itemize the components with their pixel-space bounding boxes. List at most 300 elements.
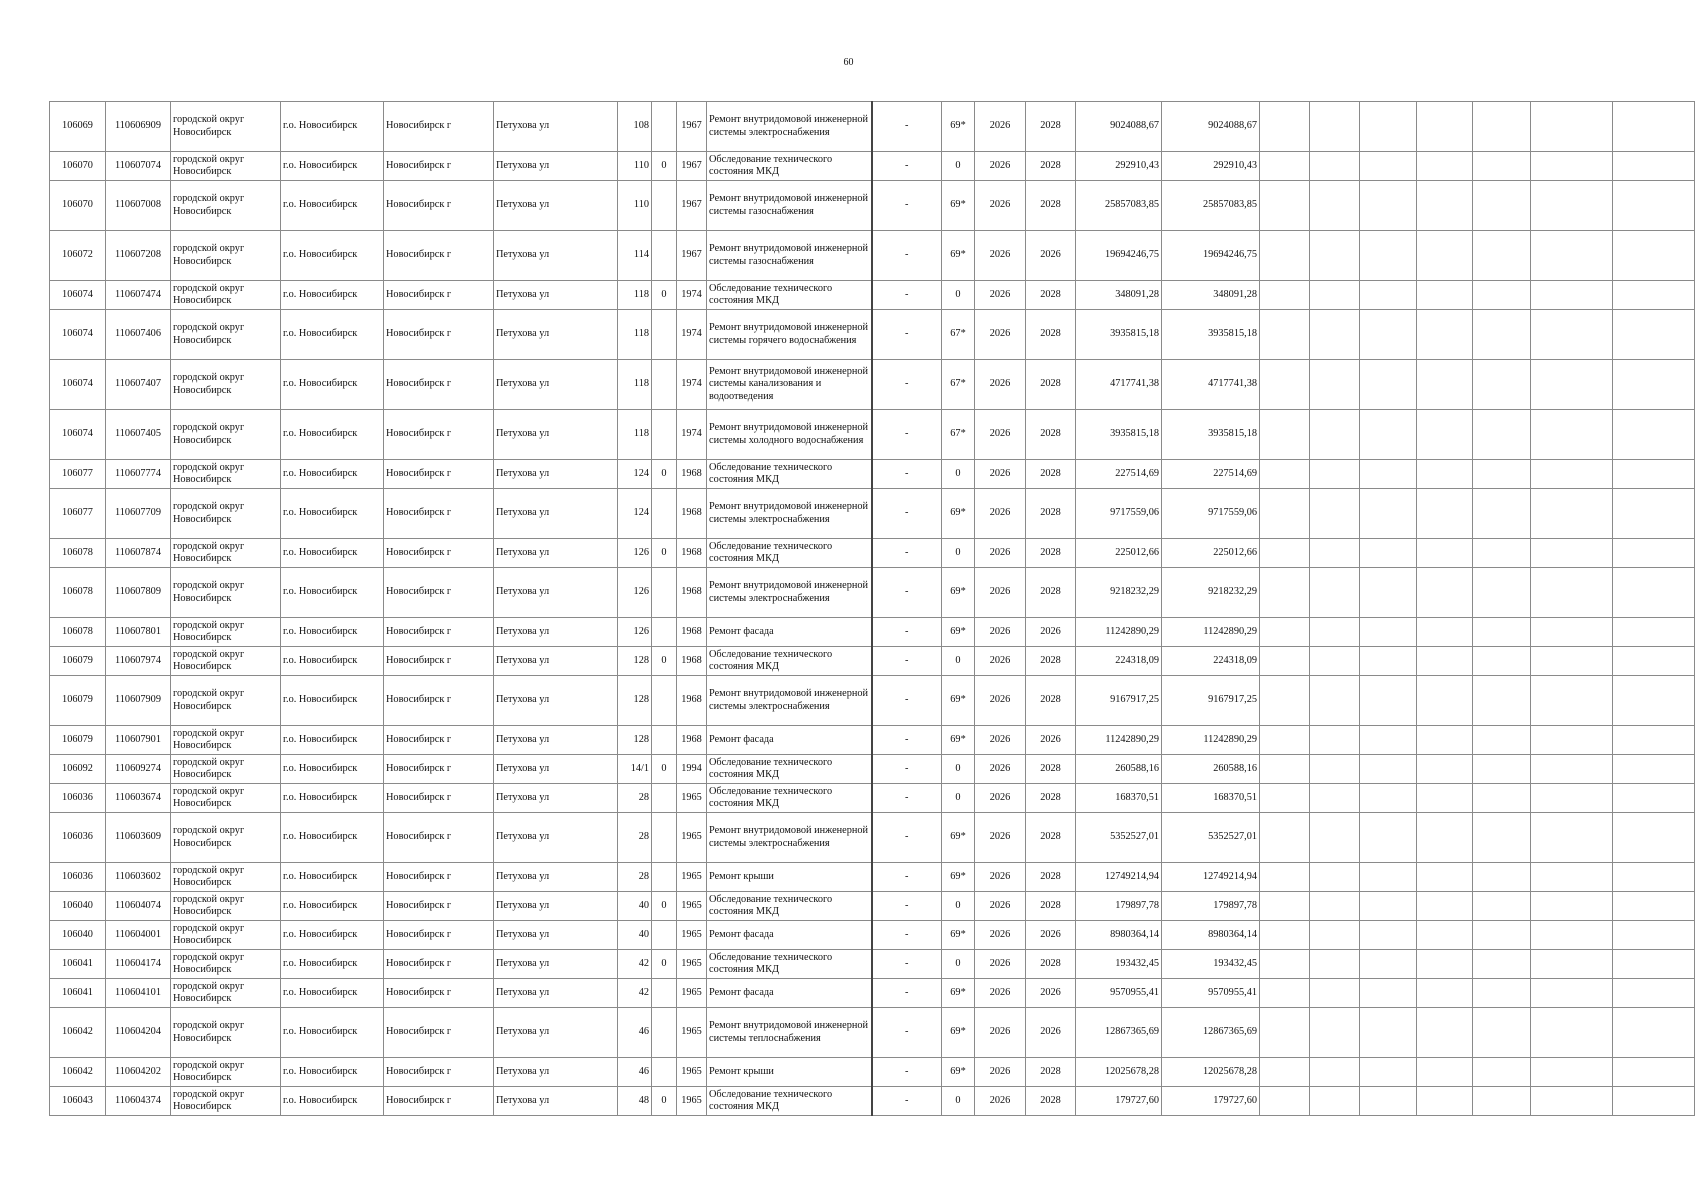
dash-cell: - — [872, 1008, 942, 1058]
corpus-cell: 0 — [652, 647, 677, 676]
build-year-cell: 1967 — [677, 152, 707, 181]
row-code-cell: 110609274 — [106, 755, 171, 784]
row-id-cell: 106070 — [50, 152, 106, 181]
table-row — [50, 950, 1695, 979]
year-to-cell: 2028 — [1026, 755, 1076, 784]
empty-cell — [1260, 181, 1310, 231]
table-row — [50, 489, 1695, 539]
empty-cell — [1310, 360, 1360, 410]
year-from-cell: 2026 — [975, 181, 1026, 231]
year-from-cell: 2026 — [975, 231, 1026, 281]
empty-cell — [1310, 1087, 1360, 1116]
empty-cell — [1473, 784, 1531, 813]
wear-cell: 69* — [942, 676, 975, 726]
street-cell: Петухова ул — [494, 647, 618, 676]
dash-cell: - — [872, 755, 942, 784]
year-to-cell: 2028 — [1026, 152, 1076, 181]
row-code-cell: 110607474 — [106, 281, 171, 310]
district-cell: г.о. Новосибирск — [281, 460, 384, 489]
corpus-cell — [652, 726, 677, 755]
table-row — [50, 618, 1695, 647]
work-type-cell: Ремонт внутридомовой инженерной системы электроснабжения — [707, 813, 872, 863]
dash-cell: - — [872, 460, 942, 489]
build-year-cell: 1968 — [677, 539, 707, 568]
build-year-cell: 1974 — [677, 360, 707, 410]
work-type-cell: Ремонт фасада — [707, 618, 872, 647]
street-cell: Петухова ул — [494, 360, 618, 410]
house-number-cell: 126 — [618, 618, 652, 647]
build-year-cell: 1965 — [677, 892, 707, 921]
dash-cell: - — [872, 231, 942, 281]
empty-cell — [1260, 921, 1310, 950]
city-cell: Новосибирск г — [384, 152, 494, 181]
table-row — [50, 281, 1695, 310]
row-id-cell: 106077 — [50, 460, 106, 489]
municipality-cell: городской округ Новосибирск — [171, 892, 281, 921]
cost-total-cell: 348091,28 — [1162, 281, 1260, 310]
cost-total-cell: 9570955,41 — [1162, 979, 1260, 1008]
cost-total-cell: 4717741,38 — [1162, 360, 1260, 410]
house-number-cell: 40 — [618, 921, 652, 950]
cost-total-cell: 9024088,67 — [1162, 102, 1260, 152]
year-from-cell: 2026 — [975, 892, 1026, 921]
wear-cell: 69* — [942, 979, 975, 1008]
empty-cell — [1360, 489, 1417, 539]
empty-cell — [1417, 784, 1473, 813]
empty-cell — [1613, 950, 1695, 979]
year-from-cell: 2026 — [975, 102, 1026, 152]
row-id-cell: 106092 — [50, 755, 106, 784]
municipality-cell: городской округ Новосибирск — [171, 755, 281, 784]
empty-cell — [1260, 568, 1310, 618]
work-type-cell: Обследование технического состояния МКД — [707, 281, 872, 310]
empty-cell — [1310, 181, 1360, 231]
year-from-cell: 2026 — [975, 784, 1026, 813]
cost-cell: 11242890,29 — [1076, 726, 1162, 755]
district-cell: г.о. Новосибирск — [281, 152, 384, 181]
empty-cell — [1613, 310, 1695, 360]
empty-cell — [1473, 647, 1531, 676]
year-from-cell: 2026 — [975, 647, 1026, 676]
year-from-cell: 2026 — [975, 950, 1026, 979]
district-cell: г.о. Новосибирск — [281, 921, 384, 950]
table-row — [50, 310, 1695, 360]
cost-cell: 11242890,29 — [1076, 618, 1162, 647]
year-from-cell: 2026 — [975, 618, 1026, 647]
work-type-cell: Ремонт внутридомовой инженерной системы электроснабжения — [707, 676, 872, 726]
city-cell: Новосибирск г — [384, 979, 494, 1008]
empty-cell — [1473, 863, 1531, 892]
street-cell: Петухова ул — [494, 460, 618, 489]
municipality-cell: городской округ Новосибирск — [171, 618, 281, 647]
empty-cell — [1310, 1058, 1360, 1087]
corpus-cell: 0 — [652, 460, 677, 489]
table-row — [50, 921, 1695, 950]
cost-total-cell: 5352527,01 — [1162, 813, 1260, 863]
build-year-cell: 1965 — [677, 1058, 707, 1087]
house-number-cell: 46 — [618, 1058, 652, 1087]
cost-cell: 179727,60 — [1076, 1087, 1162, 1116]
house-number-cell: 48 — [618, 1087, 652, 1116]
year-to-cell: 2028 — [1026, 950, 1076, 979]
row-id-cell: 106042 — [50, 1058, 106, 1087]
street-cell: Петухова ул — [494, 726, 618, 755]
empty-cell — [1613, 892, 1695, 921]
year-from-cell: 2026 — [975, 152, 1026, 181]
build-year-cell: 1965 — [677, 1008, 707, 1058]
house-number-cell: 110 — [618, 181, 652, 231]
wear-cell: 0 — [942, 784, 975, 813]
empty-cell — [1531, 921, 1613, 950]
empty-cell — [1310, 310, 1360, 360]
empty-cell — [1613, 489, 1695, 539]
build-year-cell: 1965 — [677, 950, 707, 979]
empty-cell — [1417, 539, 1473, 568]
year-from-cell: 2026 — [975, 568, 1026, 618]
table-row — [50, 1058, 1695, 1087]
cost-total-cell: 179897,78 — [1162, 892, 1260, 921]
cost-cell: 3935815,18 — [1076, 410, 1162, 460]
year-from-cell: 2026 — [975, 979, 1026, 1008]
row-id-cell: 106040 — [50, 892, 106, 921]
cost-cell: 227514,69 — [1076, 460, 1162, 489]
cost-cell: 348091,28 — [1076, 281, 1162, 310]
cost-cell: 4717741,38 — [1076, 360, 1162, 410]
empty-cell — [1417, 921, 1473, 950]
cost-cell: 225012,66 — [1076, 539, 1162, 568]
city-cell: Новосибирск г — [384, 921, 494, 950]
empty-cell — [1531, 726, 1613, 755]
year-to-cell: 2028 — [1026, 360, 1076, 410]
cost-cell: 9717559,06 — [1076, 489, 1162, 539]
city-cell: Новосибирск г — [384, 950, 494, 979]
empty-cell — [1417, 618, 1473, 647]
empty-cell — [1360, 102, 1417, 152]
empty-cell — [1360, 921, 1417, 950]
build-year-cell: 1965 — [677, 784, 707, 813]
cost-cell: 5352527,01 — [1076, 813, 1162, 863]
empty-cell — [1260, 281, 1310, 310]
build-year-cell: 1965 — [677, 813, 707, 863]
wear-cell: 69* — [942, 618, 975, 647]
table-row — [50, 460, 1695, 489]
empty-cell — [1417, 1058, 1473, 1087]
empty-cell — [1310, 921, 1360, 950]
district-cell: г.о. Новосибирск — [281, 489, 384, 539]
municipality-cell: городской округ Новосибирск — [171, 676, 281, 726]
empty-cell — [1613, 676, 1695, 726]
empty-cell — [1260, 647, 1310, 676]
empty-cell — [1531, 152, 1613, 181]
district-cell: г.о. Новосибирск — [281, 539, 384, 568]
row-id-cell: 106041 — [50, 950, 106, 979]
wear-cell: 69* — [942, 921, 975, 950]
work-type-cell: Обследование технического состояния МКД — [707, 892, 872, 921]
empty-cell — [1310, 950, 1360, 979]
table-row — [50, 979, 1695, 1008]
wear-cell: 69* — [942, 1058, 975, 1087]
city-cell: Новосибирск г — [384, 1008, 494, 1058]
table-row — [50, 152, 1695, 181]
row-code-cell: 110607909 — [106, 676, 171, 726]
table-row — [50, 410, 1695, 460]
cost-cell: 292910,43 — [1076, 152, 1162, 181]
city-cell: Новосибирск г — [384, 281, 494, 310]
empty-cell — [1260, 813, 1310, 863]
empty-cell — [1310, 618, 1360, 647]
district-cell: г.о. Новосибирск — [281, 676, 384, 726]
empty-cell — [1473, 410, 1531, 460]
wear-cell: 0 — [942, 539, 975, 568]
empty-cell — [1310, 863, 1360, 892]
work-type-cell: Ремонт внутридомовой инженерной системы теплоснабжения — [707, 1008, 872, 1058]
year-from-cell: 2026 — [975, 539, 1026, 568]
year-from-cell: 2026 — [975, 460, 1026, 489]
empty-cell — [1473, 1087, 1531, 1116]
dash-cell: - — [872, 539, 942, 568]
wear-cell: 0 — [942, 647, 975, 676]
row-code-cell: 110607974 — [106, 647, 171, 676]
empty-cell — [1613, 410, 1695, 460]
empty-cell — [1310, 726, 1360, 755]
empty-cell — [1260, 676, 1310, 726]
street-cell: Петухова ул — [494, 489, 618, 539]
empty-cell — [1310, 102, 1360, 152]
cost-cell: 12025678,28 — [1076, 1058, 1162, 1087]
street-cell: Петухова ул — [494, 979, 618, 1008]
district-cell: г.о. Новосибирск — [281, 410, 384, 460]
cost-cell: 8980364,14 — [1076, 921, 1162, 950]
year-from-cell: 2026 — [975, 360, 1026, 410]
corpus-cell: 0 — [652, 950, 677, 979]
work-type-cell: Обследование технического состояния МКД — [707, 950, 872, 979]
empty-cell — [1260, 310, 1310, 360]
work-type-cell: Ремонт фасада — [707, 921, 872, 950]
dash-cell: - — [872, 152, 942, 181]
empty-cell — [1417, 360, 1473, 410]
empty-cell — [1310, 410, 1360, 460]
empty-cell — [1531, 231, 1613, 281]
row-id-cell: 106078 — [50, 539, 106, 568]
empty-cell — [1310, 979, 1360, 1008]
wear-cell: 0 — [942, 281, 975, 310]
empty-cell — [1310, 1008, 1360, 1058]
city-cell: Новосибирск г — [384, 784, 494, 813]
year-to-cell: 2028 — [1026, 489, 1076, 539]
empty-cell — [1417, 950, 1473, 979]
house-number-cell: 40 — [618, 892, 652, 921]
empty-cell — [1360, 460, 1417, 489]
row-id-cell: 106036 — [50, 784, 106, 813]
dash-cell: - — [872, 489, 942, 539]
dash-cell: - — [872, 102, 942, 152]
empty-cell — [1613, 181, 1695, 231]
cost-total-cell: 9218232,29 — [1162, 568, 1260, 618]
city-cell: Новосибирск г — [384, 618, 494, 647]
empty-cell — [1613, 231, 1695, 281]
cost-total-cell: 224318,09 — [1162, 647, 1260, 676]
municipality-cell: городской округ Новосибирск — [171, 539, 281, 568]
cost-total-cell: 225012,66 — [1162, 539, 1260, 568]
empty-cell — [1260, 755, 1310, 784]
row-code-cell: 110607801 — [106, 618, 171, 647]
empty-cell — [1531, 676, 1613, 726]
row-id-cell: 106074 — [50, 310, 106, 360]
row-id-cell: 106040 — [50, 921, 106, 950]
empty-cell — [1531, 460, 1613, 489]
cost-total-cell: 3935815,18 — [1162, 410, 1260, 460]
year-to-cell: 2028 — [1026, 863, 1076, 892]
empty-cell — [1473, 676, 1531, 726]
corpus-cell — [652, 410, 677, 460]
empty-cell — [1531, 1087, 1613, 1116]
house-number-cell: 128 — [618, 676, 652, 726]
year-to-cell: 2028 — [1026, 1058, 1076, 1087]
empty-cell — [1531, 568, 1613, 618]
empty-cell — [1360, 892, 1417, 921]
year-to-cell: 2028 — [1026, 892, 1076, 921]
row-code-cell: 110607406 — [106, 310, 171, 360]
cost-cell: 9218232,29 — [1076, 568, 1162, 618]
empty-cell — [1360, 676, 1417, 726]
row-code-cell: 110607405 — [106, 410, 171, 460]
empty-cell — [1613, 360, 1695, 410]
table-row — [50, 181, 1695, 231]
empty-cell — [1417, 892, 1473, 921]
empty-cell — [1531, 892, 1613, 921]
corpus-cell: 0 — [652, 539, 677, 568]
row-id-cell: 106079 — [50, 647, 106, 676]
empty-cell — [1310, 489, 1360, 539]
year-to-cell: 2028 — [1026, 181, 1076, 231]
street-cell: Петухова ул — [494, 231, 618, 281]
year-from-cell: 2026 — [975, 281, 1026, 310]
city-cell: Новосибирск г — [384, 460, 494, 489]
year-to-cell: 2026 — [1026, 979, 1076, 1008]
empty-cell — [1473, 281, 1531, 310]
city-cell: Новосибирск г — [384, 181, 494, 231]
work-type-cell: Ремонт фасада — [707, 726, 872, 755]
cost-total-cell: 12749214,94 — [1162, 863, 1260, 892]
corpus-cell — [652, 181, 677, 231]
corpus-cell — [652, 102, 677, 152]
empty-cell — [1417, 310, 1473, 360]
work-type-cell: Обследование технического состояния МКД — [707, 784, 872, 813]
build-year-cell: 1967 — [677, 231, 707, 281]
city-cell: Новосибирск г — [384, 755, 494, 784]
row-id-cell: 106074 — [50, 281, 106, 310]
corpus-cell — [652, 360, 677, 410]
house-number-cell: 108 — [618, 102, 652, 152]
row-code-cell: 110604174 — [106, 950, 171, 979]
street-cell: Петухова ул — [494, 568, 618, 618]
work-type-cell: Ремонт крыши — [707, 1058, 872, 1087]
table-row — [50, 647, 1695, 676]
work-type-cell: Ремонт внутридомовой инженерной системы горячего водоснабжения — [707, 310, 872, 360]
district-cell: г.о. Новосибирск — [281, 979, 384, 1008]
corpus-cell: 0 — [652, 892, 677, 921]
street-cell: Петухова ул — [494, 676, 618, 726]
year-to-cell: 2026 — [1026, 231, 1076, 281]
empty-cell — [1473, 360, 1531, 410]
district-cell: г.о. Новосибирск — [281, 310, 384, 360]
year-from-cell: 2026 — [975, 921, 1026, 950]
empty-cell — [1531, 410, 1613, 460]
empty-cell — [1360, 1058, 1417, 1087]
district-cell: г.о. Новосибирск — [281, 784, 384, 813]
municipality-cell: городской округ Новосибирск — [171, 726, 281, 755]
row-code-cell: 110607008 — [106, 181, 171, 231]
cost-total-cell: 11242890,29 — [1162, 726, 1260, 755]
empty-cell — [1360, 539, 1417, 568]
table-row — [50, 676, 1695, 726]
empty-cell — [1417, 813, 1473, 863]
wear-cell: 67* — [942, 360, 975, 410]
empty-cell — [1531, 281, 1613, 310]
corpus-cell — [652, 921, 677, 950]
wear-cell: 69* — [942, 568, 975, 618]
empty-cell — [1417, 647, 1473, 676]
work-type-cell: Обследование технического состояния МКД — [707, 1087, 872, 1116]
empty-cell — [1473, 231, 1531, 281]
corpus-cell: 0 — [652, 152, 677, 181]
table-row — [50, 360, 1695, 410]
cost-total-cell: 179727,60 — [1162, 1087, 1260, 1116]
empty-cell — [1473, 152, 1531, 181]
street-cell: Петухова ул — [494, 1087, 618, 1116]
empty-cell — [1613, 460, 1695, 489]
empty-cell — [1360, 863, 1417, 892]
house-number-cell: 118 — [618, 281, 652, 310]
house-number-cell: 124 — [618, 489, 652, 539]
work-type-cell: Обследование технического состояния МКД — [707, 460, 872, 489]
street-cell: Петухова ул — [494, 152, 618, 181]
empty-cell — [1473, 539, 1531, 568]
empty-cell — [1310, 152, 1360, 181]
build-year-cell: 1967 — [677, 102, 707, 152]
empty-cell — [1260, 410, 1310, 460]
municipality-cell: городской округ Новосибирск — [171, 1058, 281, 1087]
year-to-cell: 2028 — [1026, 539, 1076, 568]
district-cell: г.о. Новосибирск — [281, 755, 384, 784]
build-year-cell: 1968 — [677, 726, 707, 755]
wear-cell: 0 — [942, 950, 975, 979]
corpus-cell — [652, 1008, 677, 1058]
corpus-cell — [652, 231, 677, 281]
empty-cell — [1360, 979, 1417, 1008]
empty-cell — [1260, 950, 1310, 979]
work-type-cell: Ремонт внутридомовой инженерной системы электроснабжения — [707, 489, 872, 539]
empty-cell — [1417, 281, 1473, 310]
cost-total-cell: 8980364,14 — [1162, 921, 1260, 950]
empty-cell — [1310, 539, 1360, 568]
build-year-cell: 1968 — [677, 489, 707, 539]
corpus-cell — [652, 1058, 677, 1087]
empty-cell — [1260, 1058, 1310, 1087]
municipality-cell: городской округ Новосибирск — [171, 281, 281, 310]
cost-total-cell: 12025678,28 — [1162, 1058, 1260, 1087]
table-row — [50, 813, 1695, 863]
corpus-cell: 0 — [652, 1087, 677, 1116]
empty-cell — [1360, 950, 1417, 979]
empty-cell — [1360, 310, 1417, 360]
empty-cell — [1613, 647, 1695, 676]
dash-cell: - — [872, 281, 942, 310]
empty-cell — [1417, 410, 1473, 460]
row-code-cell: 110607709 — [106, 489, 171, 539]
empty-cell — [1417, 231, 1473, 281]
empty-cell — [1310, 892, 1360, 921]
